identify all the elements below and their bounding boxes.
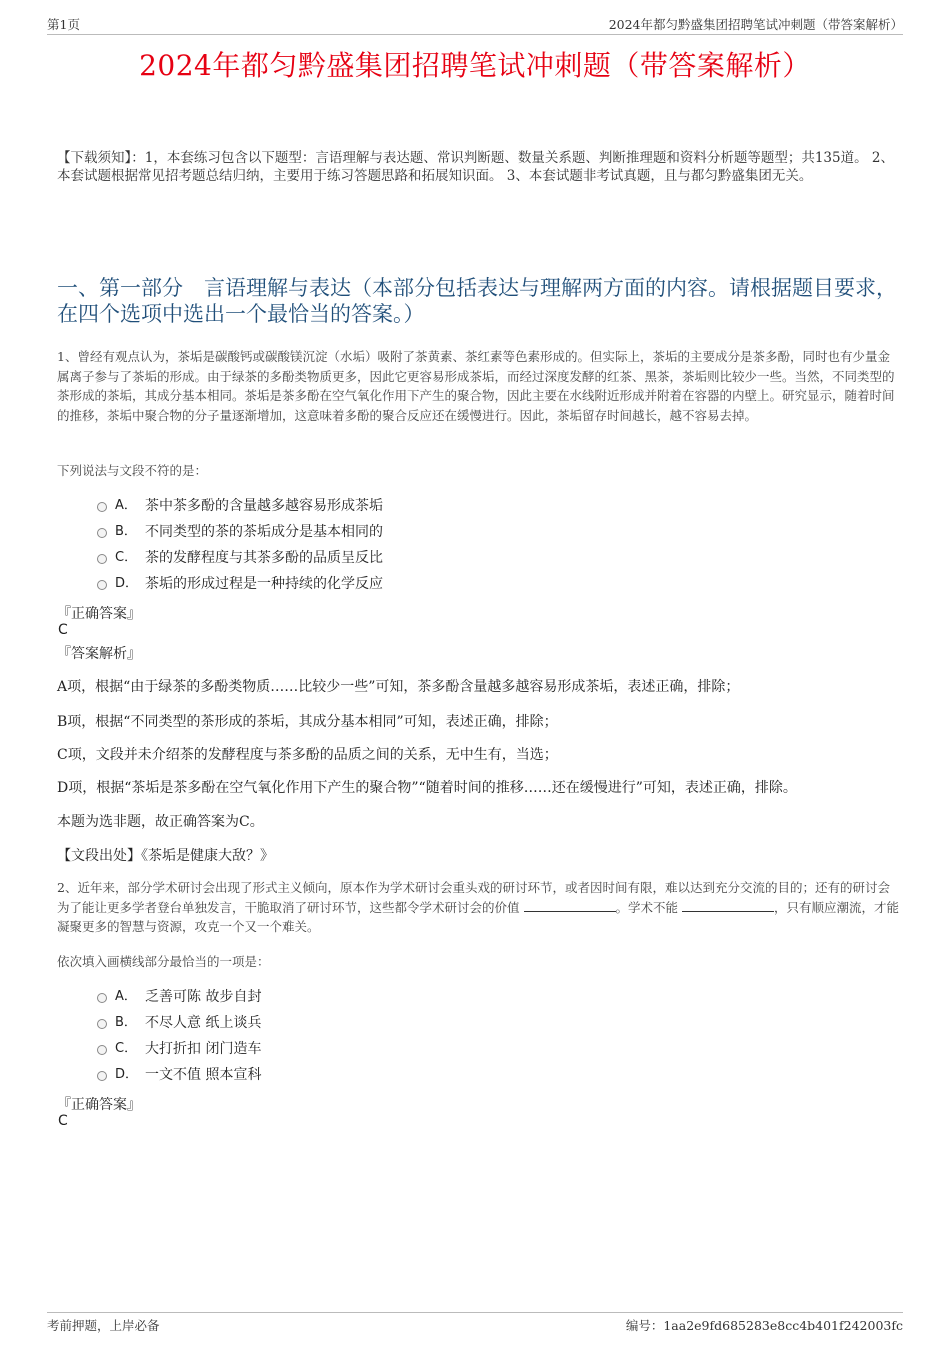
q1-answer-label: 『正确答案』: [57, 606, 141, 622]
option-letter: A．: [115, 989, 137, 1004]
option-letter: D．: [115, 1067, 139, 1082]
q2-passage-part2: 。学术不能: [615, 899, 679, 915]
radio-icon[interactable]: [97, 528, 107, 538]
option-text: 茶中茶多酚的含量越多越容易形成茶垢: [145, 498, 383, 514]
option-letter: B．: [115, 1015, 137, 1030]
q1-analysis-c: C项，文段并未介绍茶的发酵程度与茶多酚的品质之间的关系，无中生有，当选；: [57, 747, 558, 763]
radio-icon[interactable]: [97, 1045, 107, 1055]
q2-answer-label: 『正确答案』: [57, 1097, 141, 1113]
download-notice: 【下载须知】：1，本套练习包含以下题型：言语理解与表达题、常识判断题、数量关系题、判断推理题和资料分析题等题型；共135道。 2、本套试题根据常见招考题总结归纳，主要用于练习答题思路和拓展知识面。 3、本套试题非考试真题，且与都匀黔盛集团无关。: [57, 150, 894, 184]
q1-analysis-conclusion: 本题为选非题，故正确答案为C。: [57, 814, 264, 830]
option-text: 茶的发酵程度与其茶多酚的品质呈反比: [145, 550, 383, 566]
option-text: 不尽人意 纸上谈兵: [145, 1015, 262, 1031]
radio-icon[interactable]: [97, 993, 107, 1003]
section-title: 一、第一部分 言语理解与表达（本部分包括表达与理解两方面的内容。请根据题目要求，在四个选项中选出一个最恰当的答案。）: [57, 276, 897, 326]
q2-passage: [57, 878, 902, 937]
q2-answer: C: [58, 1113, 68, 1129]
option-text: 茶垢的形成过程是一种持续的化学反应: [145, 576, 383, 592]
option-letter: D．: [115, 576, 139, 591]
q1-analysis-b: B项，根据“不同类型的茶形成的茶垢，其成分基本相同”可知，表述正确，排除；: [57, 714, 558, 730]
q2-passage-part1: 2、近年来，部分学术研讨会出现了形式主义倾向，原本作为学术研讨会重头戏的研讨环节，或者因时间有限，难以达到充分交流的目的；还有的研讨会为了能让更多学者登台单独发言，干脆取消了研讨环节，这些都令学术研讨会的价值: [57, 880, 890, 915]
page-number: 第1页: [47, 17, 80, 32]
q1-source: 【文段出处】《茶垢是健康大敌？》: [57, 848, 274, 864]
fill-blank-2: [682, 899, 774, 912]
q2-question: 依次填入画横线部分最恰当的一项是：: [57, 954, 270, 969]
option-letter: C．: [115, 1041, 138, 1056]
radio-icon[interactable]: [97, 1071, 107, 1081]
radio-icon[interactable]: [97, 502, 107, 512]
option-letter: C．: [115, 550, 138, 565]
footer-doc-id: 编号：1aa2e9fd685283e8cc4b401f242003fc: [625, 1318, 903, 1333]
option-text: 不同类型的茶的茶垢成分是基本相同的: [145, 524, 383, 540]
radio-icon[interactable]: [97, 1019, 107, 1029]
q1-passage: 1、曾经有观点认为，茶垢是碳酸钙或碳酸镁沉淀（水垢）吸附了茶黄素、茶红素等色素形成的。但实际上，茶垢的主要成分是茶多酚，同时也有少量金属离子参与了茶垢的形成。由于绿茶的多酚类物质更多，因此它更容易形成茶垢，而经过深度发酵的红茶、黑茶，茶垢则比较少一些。当然，不同类型的茶形成的茶垢，其成分基本相同。茶垢是茶多酚在空气氧化作用下产生的聚合物，因此主要在水线附近形成并附着在容器的内壁上。研究显示，随着时间的推移，茶垢中聚合物的分子量逐渐增加，这意味着多酚的聚合反应还在缓慢进行。因此，茶垢留存时间越长，越不容易去掉。: [57, 349, 895, 423]
page-footer: [47, 1312, 903, 1333]
option-text: 乏善可陈 故步自封: [145, 989, 262, 1005]
document-title: 2024年都匀黔盛集团招聘笔试冲刺题（带答案解析）: [139, 49, 811, 82]
q1-answer: C: [58, 622, 68, 638]
footer-slogan: 考前押题，上岸必备: [47, 1318, 160, 1333]
option-text: 大打折扣 闭门造车: [145, 1041, 262, 1057]
q1-analysis-d: D项，根据“茶垢是茶多酚在空气氧化作用下产生的聚合物”“随着时间的推移……还在缓慢进行”可知，表述正确，排除。: [57, 780, 797, 796]
page-header: [47, 14, 903, 35]
q1-analysis-label: 『答案解析』: [57, 646, 141, 662]
q1-question: 下列说法与文段不符的是：: [57, 463, 208, 478]
radio-icon[interactable]: [97, 554, 107, 564]
q2-passage-part3: ，只有顺应潮流，才能凝聚更多的智慧与资源，攻克一个又一个难关。: [57, 899, 900, 934]
option-letter: B．: [115, 524, 137, 539]
fill-blank-1: [524, 899, 616, 912]
q1-analysis-a: A项，根据“由于绿茶的多酚类物质……比较少一些”可知，茶多酚含量越多越容易形成茶垢，表述正确，排除；: [57, 679, 740, 695]
option-letter: A．: [115, 498, 137, 513]
option-text: 一文不值 照本宣科: [145, 1067, 262, 1083]
radio-icon[interactable]: [97, 580, 107, 590]
header-doc-title: 2024年都匀黔盛集团招聘笔试冲刺题（带答案解析）: [608, 17, 903, 32]
